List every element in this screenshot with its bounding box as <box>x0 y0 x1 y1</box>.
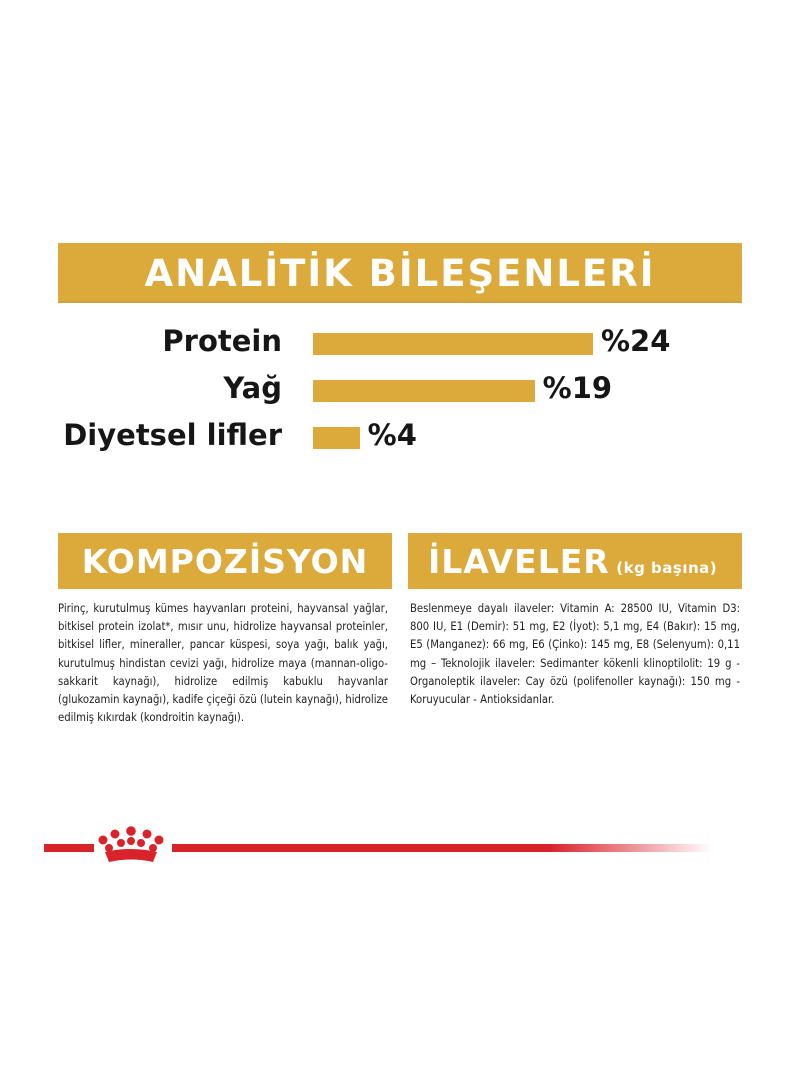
additives-unit: (kg başına) <box>616 559 718 577</box>
brand-line-right <box>172 844 712 852</box>
additives-title: İLAVELER <box>428 542 610 581</box>
composition-text: Pirinç, kurutulmuş kümes hayvanları proteini, hayvansal yağlar, bitkisel protein izolat*, mısır unu, hidrolize hayvansal proteinler, bitkisel lifler, mineraller, pancar küspesi, soya yağı, balık yağı, kurutulmuş hindistan cevizi yağı, hidrolize maya (mannan-oligo-sakkarit kaynağı), hidrolize edilmiş kabuklu hayvanlar (glukozamin kaynağı), kadife çiçeği özü (lutein kaynağı), hidrolize edilmiş kıkırdak (kondroitin kaynağı). <box>58 602 389 725</box>
additives-text: Beslenmeye dayalı ilaveler: Vitamin A: 28500 IU, Vitamin D3: 800 IU, E1 (Demir): 51 mg, E2 (İyot): 5,1 mg, E4 (Bakır): 15 mg, E5 (Manganez): 66 mg, E6 (Çinko): 145 mg, E8 (Selenyum): 0,11 mg – Teknolojik ilaveler: Sedimanter kökenli klinoptilolit: 19 g - Organoleptik ilaveler: Cay özü (polifenoller kaynağı): 150 mg - Koruyucular - Antioksidanlar. <box>410 602 740 707</box>
analytic-components-title: ANALİTİK BİLEŞENLERİ <box>144 252 656 295</box>
crown-icon <box>95 826 167 866</box>
composition-title: KOMPOZİSYON <box>81 542 369 581</box>
bar <box>313 333 593 355</box>
bar-value-label: %19 <box>542 371 613 405</box>
additives-banner <box>408 533 742 589</box>
bar <box>313 427 360 449</box>
composition-banner <box>58 533 392 589</box>
bar-label: Yağ <box>223 371 282 405</box>
analytic-components-banner <box>58 243 742 303</box>
brand-line-left <box>44 844 94 852</box>
bar-label: Diyetsel lifler <box>63 418 282 452</box>
bar <box>313 380 535 402</box>
bar-label: Protein <box>162 324 282 358</box>
bar-value-label: %4 <box>367 418 417 452</box>
bar-value-label: %24 <box>601 324 671 358</box>
